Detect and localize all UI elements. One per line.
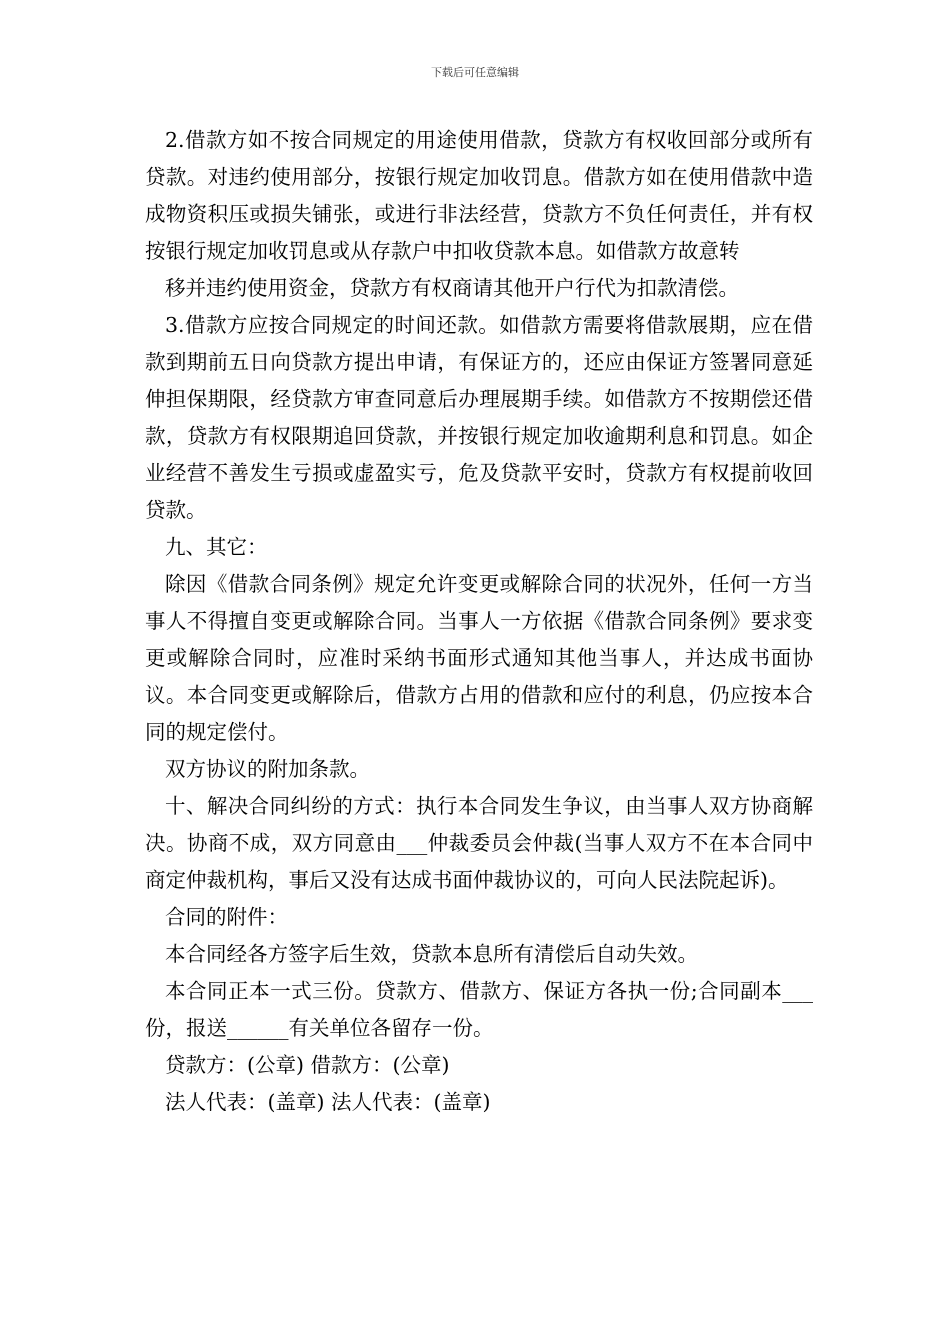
paragraph-copies: 本合同正本一式三份。贷款方、借款方、保证方各执一份;合同副本___份，报送______有关单位各留存一份。 xyxy=(145,979,813,1040)
signature-line-representatives: 法人代表：(盖章) 法人代表：(盖章) xyxy=(165,1090,491,1114)
paragraph-contract-change: 除因《借款合同条例》规定允许变更或解除合同的状况外，任何一方当事人不得擅自变更或解除合同。当事人一方依据《借款合同条例》要求变更或解除合同时，应准时采纳书面形式通知其他当事人，并达成书面协议。本合同变更或解除后，借款方占用的借款和应付的利息，仍应按本合同的规定偿付。 xyxy=(145,572,813,744)
section-heading-attachments: 合同的附件： xyxy=(165,905,288,929)
paragraph-additional-terms: 双方协议的附加条款。 xyxy=(165,757,370,781)
page-header-note: 下载后可任意编辑 xyxy=(431,66,519,79)
paragraph-fund-transfer: 移并违约使用资金，贷款方有权商请其他开户行代为扣款清偿。 xyxy=(165,276,739,300)
paragraph-effective-date: 本合同经各方签字后生效，贷款本息所有清偿后自动失效。 xyxy=(165,942,698,966)
paragraph-repayment-clause: 3.借款方应按合同规定的时间还款。如借款方需要将借款展期，应在借款到期前五日向贷款方提出申请，有保证方的，还应由保证方签署同意延伸担保期限，经贷款方审查同意后办理展期手续。如借款方不按期偿还借款，贷款方有权限期追回贷款，并按银行规定加收逾期利息和罚息。如企业经营不善发生亏损或虚盈实亏，危及贷款平安时，贷款方有权提前收回贷款。 xyxy=(145,313,813,522)
paragraph-dispute-resolution: 十、解决合同纠纷的方式：执行本合同发生争议，由当事人双方协商解决。协商不成，双方同意由___仲裁委员会仲裁(当事人双方不在本合同中商定仲裁机构，事后又没有达成书面仲裁协议的，可向人民法院起诉)。 xyxy=(145,794,813,892)
document-body xyxy=(145,122,813,1121)
paragraph-misuse-clause: 2.借款方如不按合同规定的用途使用借款，贷款方有权收回部分或所有贷款。对违约使用部分，按银行规定加收罚息。借款方如在使用借款中造成物资积压或损失铺张，或进行非法经营，贷款方不负任何责任，并有权按银行规定加收罚息或从存款户中扣收贷款本息。如借款方故意转 xyxy=(145,128,813,263)
section-heading-other: 九、其它： xyxy=(165,535,268,559)
signature-line-seals: 贷款方：(公章) 借款方：(公章) xyxy=(165,1053,450,1077)
